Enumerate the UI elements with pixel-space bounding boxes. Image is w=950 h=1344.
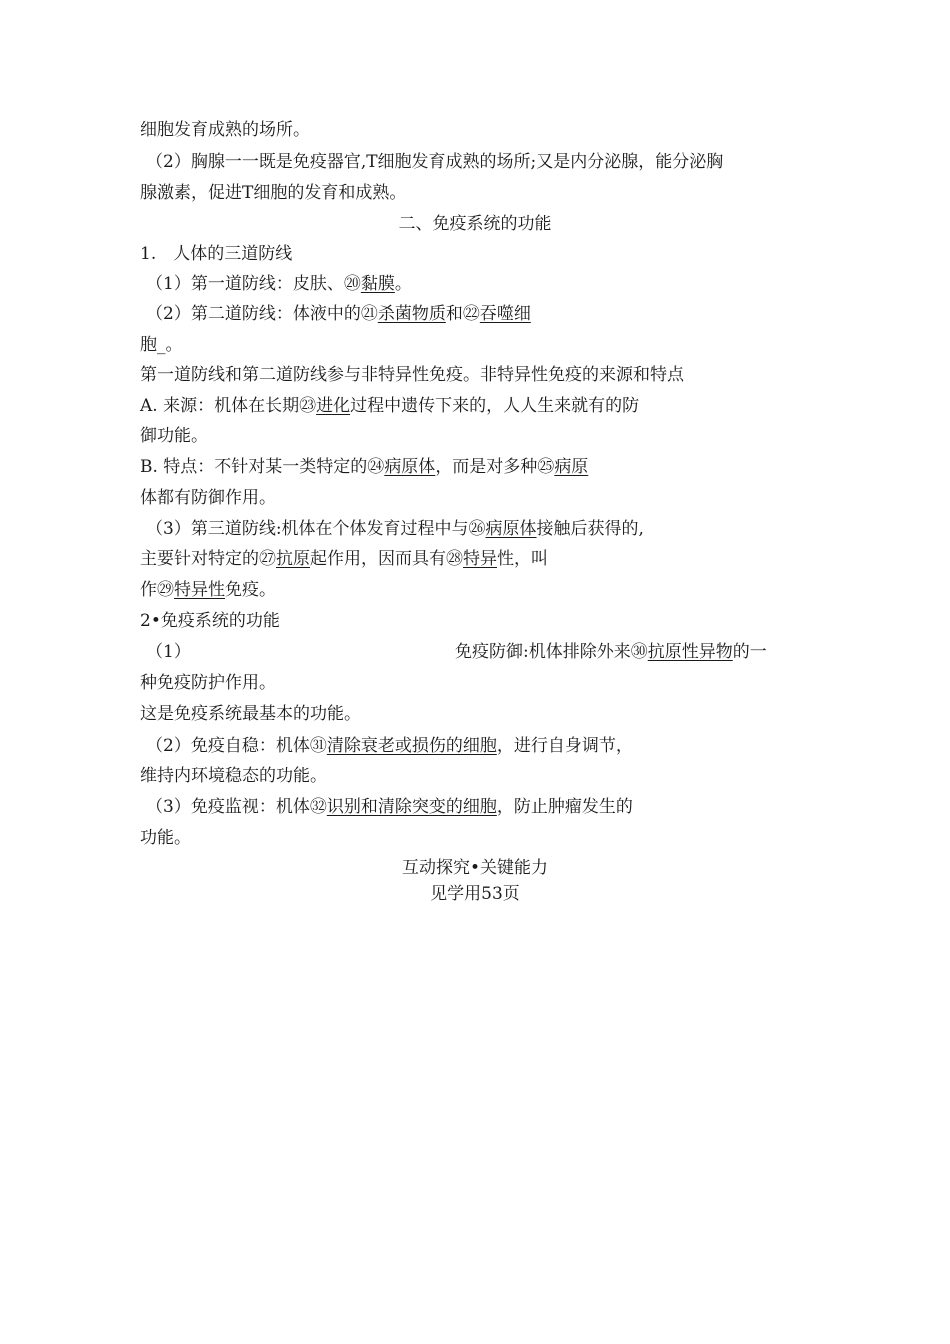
section-heading: 互动探究•关键能力 <box>401 858 549 878</box>
text-span: （3）第三道防线:机体在个体发育过程中与㉖ <box>146 519 486 539</box>
text-line: 胞_。 <box>140 335 183 355</box>
text-line <box>146 796 633 818</box>
text-span: A. 来源：机体在长期㉓ <box>140 396 317 416</box>
text-span: 过程中遗传下来的，人人生来就有的防 <box>350 396 640 416</box>
text-line <box>140 456 588 478</box>
text-span: （2）免疫自稳：机体㉛ <box>146 736 327 756</box>
text-span: 性，叫 <box>497 549 548 569</box>
page-reference: 见学用53页 <box>430 884 520 904</box>
text-line: （1） <box>146 642 191 662</box>
text-line <box>140 579 276 601</box>
text-line: 体都有防御作用。 <box>140 488 276 508</box>
text-span: ，防止肿瘤发生的 <box>496 797 633 817</box>
answer-blank: 特异 <box>463 549 497 569</box>
answer-blank: 抗原性异物 <box>647 642 733 662</box>
answer-blank: 病原体 <box>384 457 436 477</box>
text-line: 种免疫防护作用。 <box>140 673 276 693</box>
answer-blank: 清除衰老或损伤的细胞 <box>326 736 497 756</box>
text-span: 主要针对特定的㉗ <box>140 549 276 569</box>
answer-blank: 抗原 <box>276 549 310 569</box>
text-line: 功能。 <box>140 828 191 848</box>
answer-blank: 进化 <box>316 396 351 416</box>
answer-blank: 杀菌物质 <box>377 304 446 324</box>
text-line: 这是免疫系统最基本的功能。 <box>140 704 361 724</box>
text-span: 接触后获得的, <box>536 519 644 539</box>
text-span: 免疫防御:机体排除外来㉚ <box>455 642 648 662</box>
text-span: 和㉒ <box>445 304 480 324</box>
answer-blank: 黏膜 <box>360 274 395 294</box>
text-span: 起作用，因而具有㉘ <box>310 549 463 569</box>
text-span: ，进行自身调节， <box>496 736 633 756</box>
text-line <box>146 518 644 540</box>
answer-blank: 病原 <box>554 457 589 477</box>
text-line <box>140 548 548 570</box>
text-span: ，而是对多种㉕ <box>435 457 555 477</box>
text-line <box>146 273 412 295</box>
text-line: 腺激素，促进T细胞的发育和成熟。 <box>140 183 407 203</box>
text-line: 细胞发育成熟的场所。 <box>140 120 310 140</box>
text-line: （2）胸腺一一既是免疫器官,T细胞发育成熟的场所;又是内分泌腺，能分泌胸 <box>146 152 724 172</box>
text-span: 。 <box>394 274 412 294</box>
text-span: B. 特点：不针对某一类特定的㉔ <box>140 457 385 477</box>
text-span: 的一 <box>732 642 767 662</box>
text-span: （3）免疫监视：机体㉜ <box>146 797 327 817</box>
text-line <box>455 641 767 663</box>
answer-blank: 病原体 <box>485 519 537 539</box>
text-span: （1）第一道防线：皮肤、⑳ <box>146 274 361 294</box>
text-line <box>140 395 639 417</box>
answer-blank: 识别和清除突变的细胞 <box>326 797 497 817</box>
text-line: 御功能。 <box>140 426 208 446</box>
text-span: （2）第二道防线：体液中的㉑ <box>146 304 378 324</box>
text-span: 免疫。 <box>225 580 276 600</box>
answer-blank: 吞噬细 <box>479 304 531 324</box>
text-line: 维持内环境稳态的功能。 <box>140 766 327 786</box>
subsection-heading: 1. 人体的三道防线 <box>140 244 293 264</box>
text-line: 第一道防线和第二道防线参与非特异性免疫。非特异性免疫的来源和特点 <box>140 365 684 385</box>
text-line <box>146 735 633 757</box>
text-line <box>146 303 531 325</box>
text-span: 作㉙ <box>140 580 174 600</box>
answer-blank: 特异性 <box>174 580 225 600</box>
subsection-heading: 2•免疫系统的功能 <box>140 611 280 631</box>
section-heading: 二、免疫系统的功能 <box>398 214 552 234</box>
